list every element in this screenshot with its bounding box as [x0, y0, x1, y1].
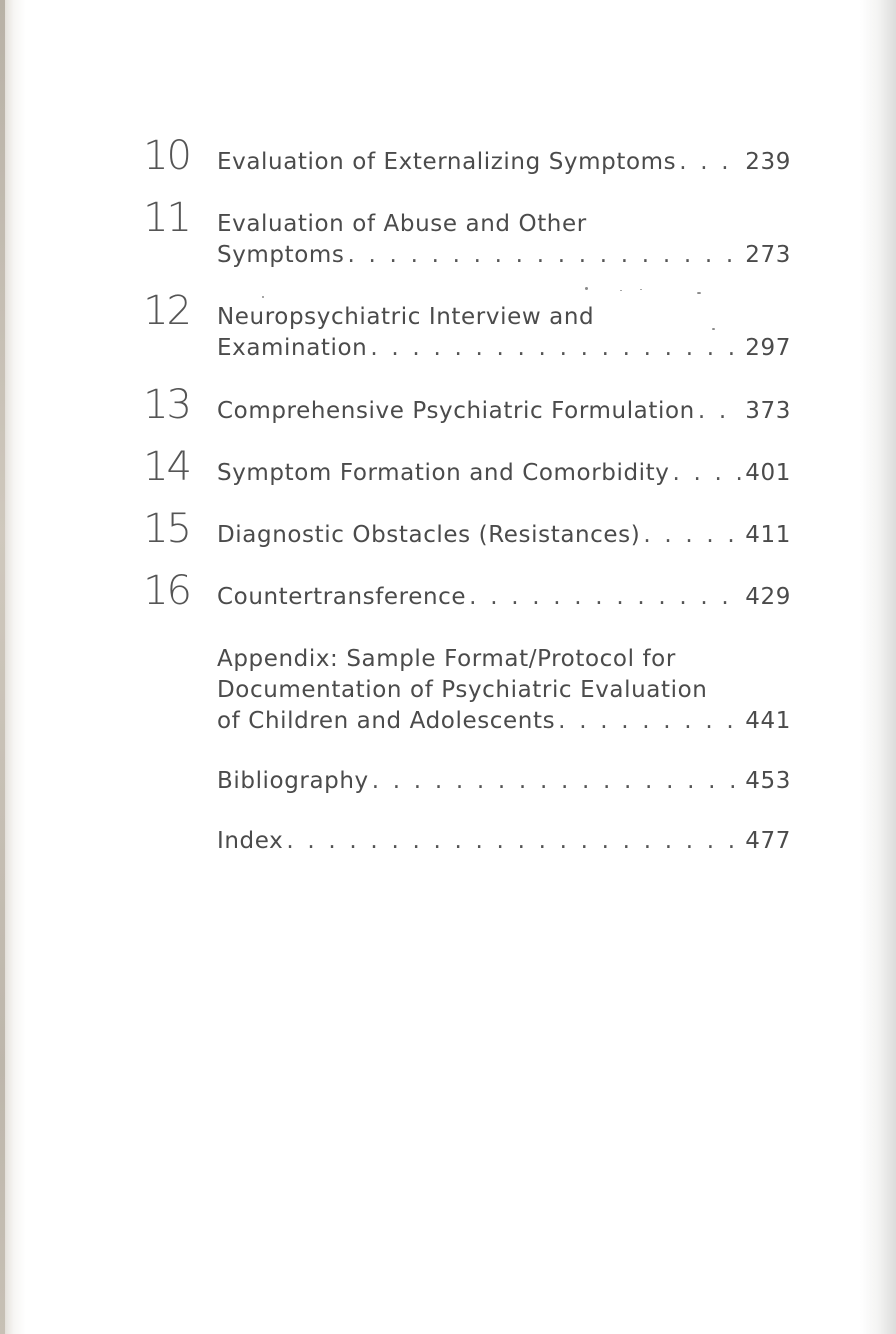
toc-line[interactable]: [217, 240, 791, 270]
chapter-number: 13: [143, 382, 190, 428]
toc-line[interactable]: [217, 520, 791, 550]
index-title: Index: [217, 828, 284, 854]
chapter-number: 10: [143, 133, 190, 179]
scan-speck: [262, 296, 264, 298]
page-number: 297: [745, 335, 791, 361]
toc-line[interactable]: [217, 333, 791, 363]
toc-line[interactable]: [217, 458, 791, 488]
leader-dots: [372, 766, 742, 796]
leader-dots: [286, 826, 741, 856]
chapter-number: 12: [143, 288, 190, 334]
bibliography-title: Bibliography: [217, 768, 369, 794]
page-number: 373: [745, 398, 791, 424]
toc-line[interactable]: [217, 582, 791, 612]
leader-dots: [672, 458, 741, 488]
appendix-title-line: of Children and Adolescents: [217, 708, 556, 734]
toc-line[interactable]: [217, 826, 791, 856]
scan-speck: [585, 287, 588, 290]
chapter-title-line: Examination: [217, 335, 368, 361]
chapter-number: 11: [143, 195, 190, 241]
leader-dots: [679, 147, 741, 177]
chapter-title: Symptom Formation and Comorbidity: [217, 460, 670, 486]
toc-line[interactable]: [217, 766, 791, 796]
toc-line[interactable]: [217, 396, 791, 426]
toc-line[interactable]: [217, 706, 791, 736]
leader-dots: [558, 706, 741, 736]
page-number: 239: [745, 149, 791, 175]
toc-line[interactable]: [217, 209, 791, 239]
chapter-title-line: Evaluation of Abuse and Other: [217, 211, 587, 237]
scan-speck: [697, 292, 701, 294]
chapter-title-line: Neuropsychiatric Interview and: [217, 304, 595, 330]
chapter-title-line: Symptoms: [217, 242, 345, 268]
scan-speck: [712, 328, 715, 330]
leader-dots: [643, 520, 741, 550]
page-number: 477: [745, 828, 791, 854]
leader-dots: [348, 240, 742, 270]
toc-line[interactable]: [217, 644, 791, 674]
page-number: 441: [745, 708, 791, 734]
scan-speck: [640, 289, 642, 290]
appendix-title-line: Appendix: Sample Format/Protocol for: [217, 646, 676, 672]
chapter-number: 14: [143, 444, 190, 490]
chapter-title: Comprehensive Psychiatric Formulation: [217, 398, 695, 424]
chapter-number: 16: [143, 568, 190, 614]
page-number: 273: [745, 242, 791, 268]
chapter-title: Countertransference: [217, 584, 467, 610]
page-number: 411: [745, 522, 791, 548]
toc-line[interactable]: [217, 302, 791, 332]
toc-line[interactable]: [217, 675, 791, 705]
page-number: 401: [745, 460, 791, 486]
chapter-title: Diagnostic Obstacles (Resistances): [217, 522, 641, 548]
chapter-title: Evaluation of Externalizing Symptoms: [217, 149, 677, 175]
toc-line[interactable]: [217, 147, 791, 177]
scan-speck: [620, 290, 622, 291]
appendix-title-line: Documentation of Psychiatric Evaluation: [217, 677, 708, 703]
leader-dots: [370, 333, 741, 363]
page-number: 453: [745, 768, 791, 794]
leader-dots: [469, 582, 741, 612]
leader-dots: [698, 396, 741, 426]
page-number: 429: [745, 584, 791, 610]
chapter-number: 15: [143, 506, 190, 552]
